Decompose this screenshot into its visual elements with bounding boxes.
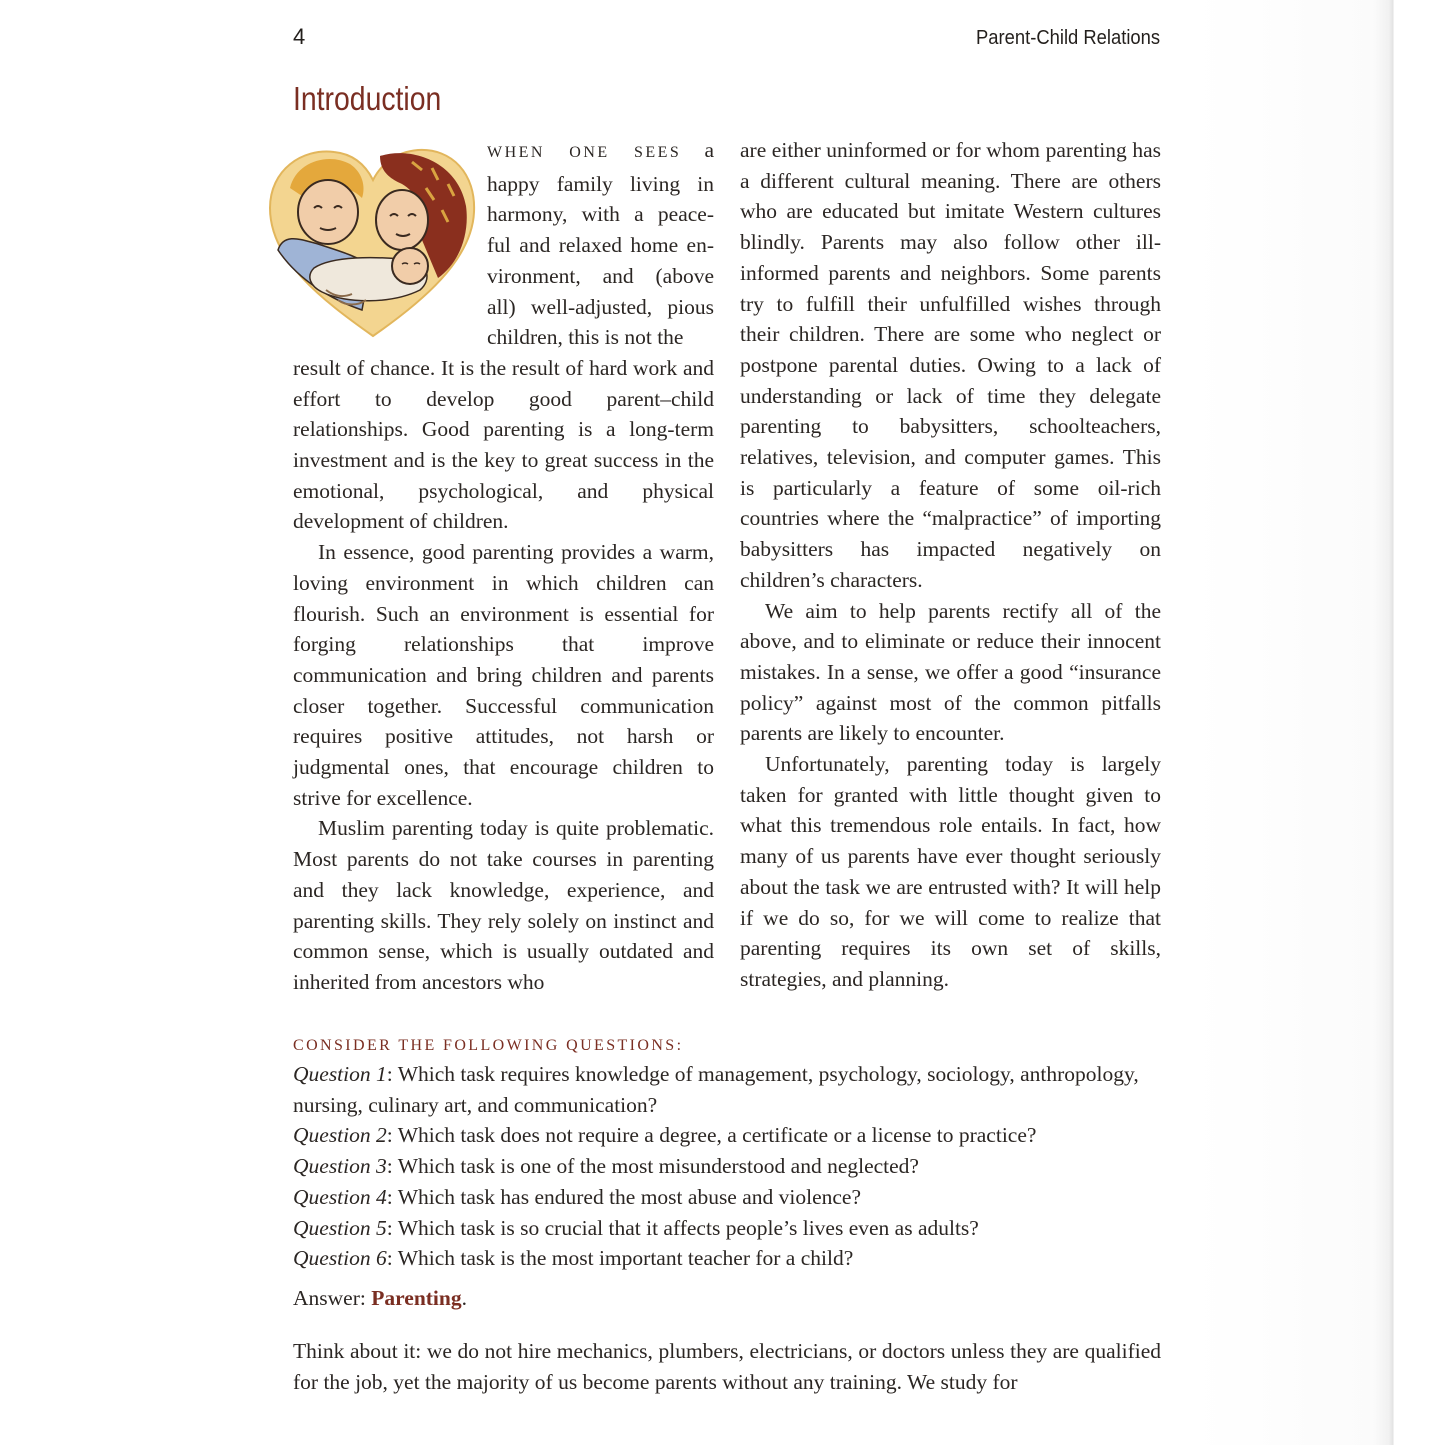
questions-heading: CONSIDER THE FOLLOWING QUESTIONS: bbox=[293, 1037, 684, 1054]
paragraph: Unfortunately, parenting today is largely taken for granted with little thought given to what this tremendous role entails. In fact, how many of us parents have ever thought seriously about the task we are entrusted with? It will help if we do so, for we will come to realize that parenting requires its own set of skills, strategies, and planning. bbox=[740, 752, 1161, 991]
opening-lines: WHEN ONE SEES a happy family living in harmony, with a peace- ful and relaxed home en- vironment, and (above all) well-adjusted, pious children, this is not the bbox=[487, 138, 715, 350]
question-text: : Which task is so crucial that it affects people’s lives even as adults? bbox=[386, 1215, 979, 1240]
question-label: Question 3 bbox=[293, 1154, 387, 1179]
questions-section bbox=[293, 1033, 1161, 1314]
paragraph: are either uninformed or for whom parenting has a different cultural meaning. There are others who are educated but imitate Western cultures blindly. Parents may also follow other ill-informed parents and neighbors. Some parents try to fulfill their unfulfilled wishes through their children. There are some who neglect or postpone parental duties. Owing to a lack of understanding or lack of time they delegate parenting to babysitters, schoolteachers, relatives, television, and computer games. This is particularly a feature of some oil-rich countries where the “malpractice” of importing babysitters has impacted negatively on children’s characters. bbox=[740, 138, 1161, 592]
answer-line bbox=[293, 1283, 1161, 1314]
question-text: : Which task has endured the most abuse and violence? bbox=[386, 1184, 862, 1209]
question-label: Question 1 bbox=[293, 1062, 387, 1086]
question-item bbox=[293, 1059, 1161, 1120]
question-item bbox=[293, 1243, 1161, 1274]
answer-label: Answer: bbox=[293, 1285, 372, 1310]
question-item bbox=[293, 1151, 1161, 1182]
opening-line: ful and relaxed home en- bbox=[487, 233, 714, 258]
question-text: : Which task is the most important teacher for a child? bbox=[386, 1246, 854, 1271]
page-number: 4 bbox=[293, 24, 306, 49]
answer-period: . bbox=[461, 1285, 467, 1310]
question-label: Question 2 bbox=[293, 1123, 387, 1148]
running-head: Parent-Child Relations bbox=[975, 27, 1160, 49]
closing-paragraph: Think about it: we do not hire mechanics, plumbers, electricians, or doctors unless they are qualified for the job, yet the majority of us become parents without any training. We study for bbox=[293, 1339, 1161, 1394]
opening-line: vironment, and (above bbox=[487, 263, 714, 288]
paragraph: In essence, good parenting provides a warm, loving environment in which children can flourish. Such an environment is essential for forging relationships that improve communication and bring children and parents closer together. Successful communication requires positive attitudes, not harsh or judgmental ones, that encourage children to strive for excellence. bbox=[293, 540, 714, 810]
question-text: : Which task is one of the most misunderstood and neglected? bbox=[386, 1154, 919, 1179]
question-label: Question 4 bbox=[293, 1184, 387, 1209]
question-text: : Which task does not require a degree, a certificate or a license to practice? bbox=[386, 1123, 1037, 1148]
right-column bbox=[740, 135, 1161, 995]
paragraph: result of chance. It is the result of hard work and effort to develop good parent–child relationships. Good parenting is a long-term investment and is the key to great success in the emotional, psychological, and physical development of children. bbox=[293, 355, 714, 534]
lead-in-caps: WHEN ONE SEES bbox=[487, 144, 682, 161]
question-label: Question 5 bbox=[293, 1215, 387, 1240]
left-column bbox=[293, 135, 714, 998]
question-item bbox=[293, 1120, 1161, 1151]
question-text: : Which task requires knowledge of management, psychology, sociology, anthropology, nursing, culinary art, and communication? bbox=[293, 1062, 1139, 1117]
question-label: Question 6 bbox=[293, 1246, 387, 1271]
answer-value: Parenting bbox=[371, 1285, 462, 1310]
paragraph: Muslim parenting today is quite problematic. Most parents do not take courses in parenting and they lack knowledge, experience, and parenting skills. They rely solely on instinct and common sense, which is usually outdated and inherited from ancestors who bbox=[293, 816, 714, 994]
section-title: Introduction bbox=[293, 80, 442, 117]
opening-line: children, this is not the bbox=[487, 325, 684, 350]
opening-line: harmony, with a peace- bbox=[487, 202, 714, 227]
question-item bbox=[293, 1182, 1161, 1213]
opening-line: happy family living in bbox=[487, 171, 714, 196]
question-item bbox=[293, 1213, 1161, 1244]
page-edge-shadow bbox=[1193, 0, 1445, 1445]
opening-line: all) well-adjusted, pious bbox=[487, 294, 714, 319]
paragraph: We aim to help parents rectify all of the above, and to eliminate or reduce their innocent mistakes. In a sense, we offer a good “insurance policy” against most of the common pitfalls parents are likely to encounter. bbox=[740, 598, 1161, 746]
